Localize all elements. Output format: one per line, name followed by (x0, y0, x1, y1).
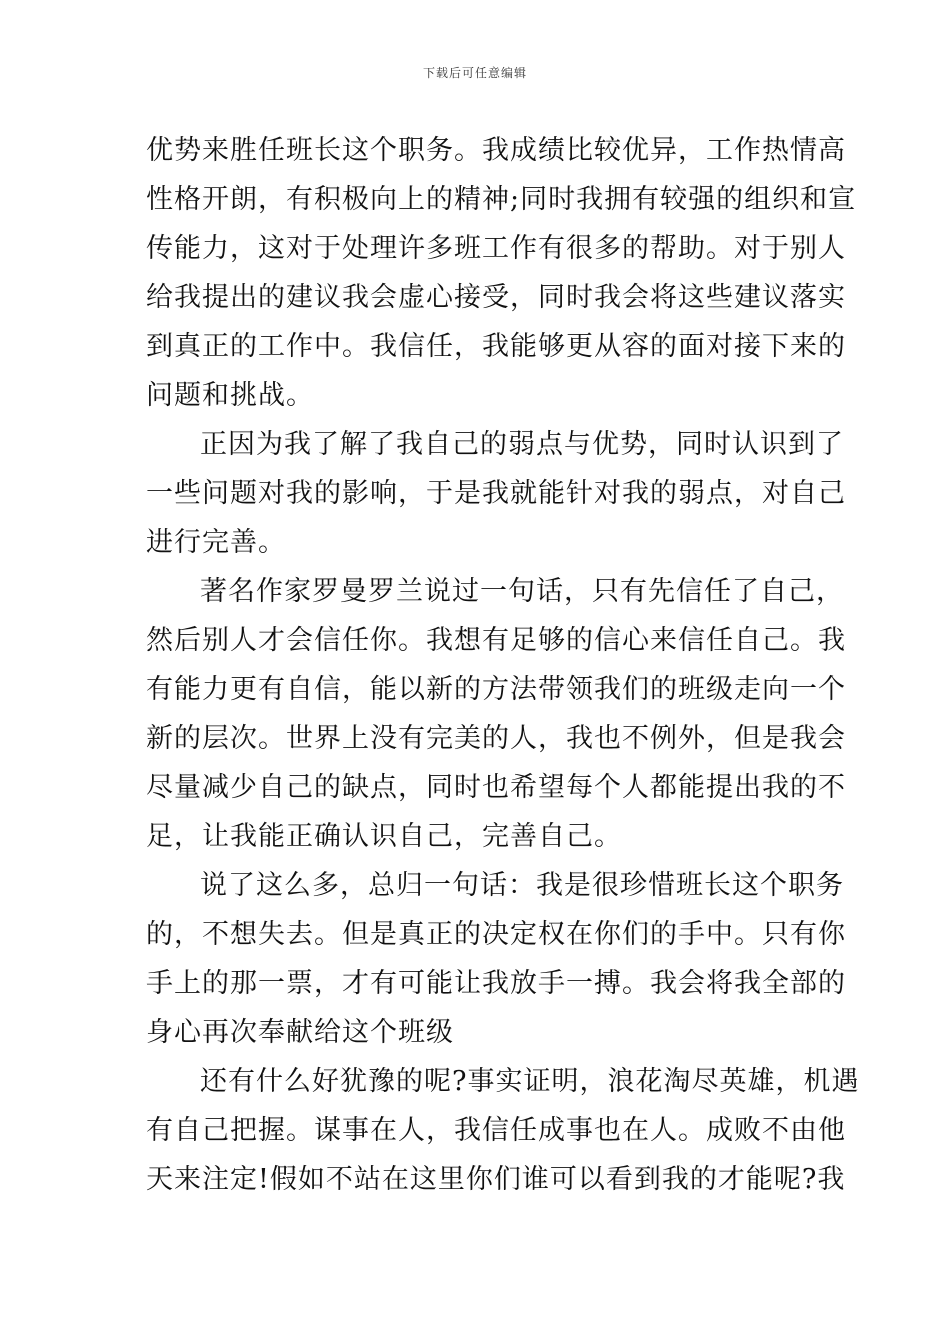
text-line: 问题和挑战。 (146, 380, 314, 411)
paragraph-first-line: 著名作家罗曼罗兰说过一句话，只有先信任了自己， (200, 576, 844, 607)
text-line: 有能力更有自信，能以新的方法带领我们的班级走向一个 (146, 674, 846, 705)
paragraph-first-line: 还有什么好犹豫的呢?事实证明，浪花淘尽英雄，机遇 (200, 1066, 860, 1097)
text-line: 新的层次。世界上没有完美的人，我也不例外，但是我会 (146, 723, 846, 754)
text-line: 身心再次奉献给这个班级 (146, 1017, 454, 1048)
text-line: 到真正的工作中。我信任，我能够更从容的面对接下来的 (146, 331, 846, 362)
text-line: 一些问题对我的影响，于是我就能针对我的弱点，对自己 (146, 478, 846, 509)
text-line: 进行完善。 (146, 527, 286, 558)
text-line: 优势来胜任班长这个职务。我成绩比较优异，工作热情高 (146, 135, 846, 166)
text-line: 然后别人才会信任你。我想有足够的信心来信任自己。我 (146, 625, 846, 656)
text-line: 传能力，这对于处理许多班工作有很多的帮助。对于别人 (146, 233, 846, 264)
paragraph-first-line: 说了这么多，总归一句话：我是很珍惜班长这个职务 (200, 870, 844, 901)
paragraph-first-line: 正因为我了解了我自己的弱点与优势，同时认识到了 (200, 429, 844, 460)
text-line: 尽量减少自己的缺点，同时也希望每个人都能提出我的不 (146, 772, 846, 803)
text-line: 天来注定!假如不站在这里你们谁可以看到我的才能呢?我 (146, 1164, 846, 1195)
text-line: 手上的那一票，才有可能让我放手一搏。我会将我全部的 (146, 968, 846, 999)
text-line: 的，不想失去。但是真正的决定权在你们的手中。只有你 (146, 919, 846, 950)
text-line: 性格开朗，有积极向上的精神;同时我拥有较强的组织和宣 (146, 184, 857, 215)
text-line: 有自己把握。谋事在人，我信任成事也在人。成败不由他 (146, 1115, 846, 1146)
body-text (146, 126, 860, 1204)
header-note: 下载后可任意编辑 (422, 66, 527, 80)
text-line: 足，让我能正确认识自己，完善自己。 (146, 821, 622, 852)
text-line: 给我提出的建议我会虚心接受，同时我会将这些建议落实 (146, 282, 846, 313)
